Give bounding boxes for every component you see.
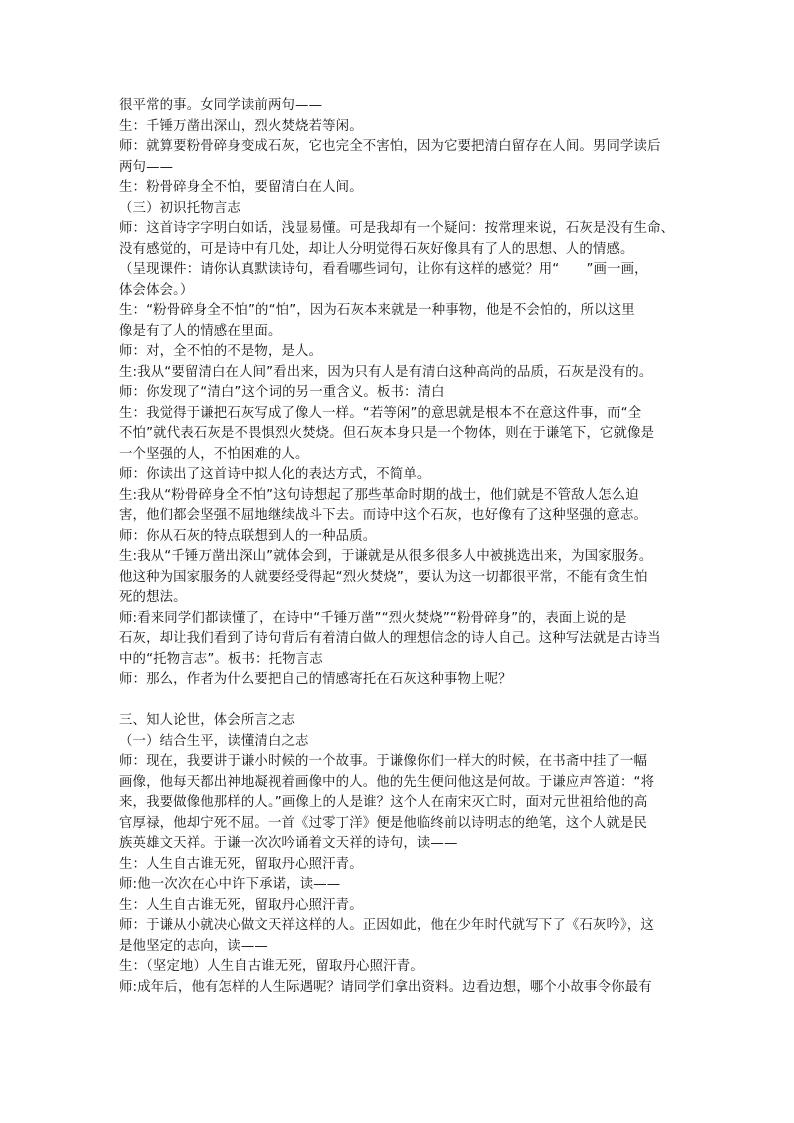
- text-line: 师：这首诗字字明白如话，浅显易懂。可是我却有一个疑问：按常理来说，石灰是没有生命、: [119, 221, 675, 236]
- text-line: 像是有了人的情感在里面。: [119, 323, 282, 339]
- text-line: 生：粉骨碎身全不怕，要留清白在人间。: [119, 180, 363, 195]
- text-line: 石灰，却让我们看到了诗句背后有着清白做人的理想信念的诗人自己。这种写法就是古诗当: [119, 631, 661, 646]
- text-line: 很平常的事。女同学读前两句——: [119, 98, 323, 113]
- text-line: 体会体会。）: [119, 282, 194, 298]
- text-line: 师：于谦从小就决心做文天祥这样的人。正因如此，他在少年时代就写下了《石灰吟》，这: [119, 918, 654, 933]
- text-line: 是他坚定的志向，读——: [119, 938, 268, 954]
- text-line: 官厚禄，他却宁死不屈。一首《过零丁洋》便是他临终前以诗明志的绝笔，这个人就是民: [119, 815, 648, 831]
- text-line: 生：我觉得于谦把石灰写成了像人一样。“若等闲”的意思就是根本不在意这件事，而“全: [119, 405, 642, 421]
- text-line: 生:我从“要留清白在人间”看出来，因为只有人是有清白这种高尚的品质，石灰是没有的。: [119, 364, 653, 380]
- text-line: 生：人生自古谁无死，留取丹心照汗青。: [119, 897, 363, 913]
- text-line: 害，他们都会坚强不屈地继续战斗下去。而诗中这个石灰，也好像有了这种坚强的意志。: [119, 508, 648, 523]
- text-line: 一个坚强的人，不怕困难的人。: [119, 446, 309, 462]
- text-line: 生：千锤万凿出深山，烈火焚烧若等闲。: [119, 118, 363, 134]
- text-line: 死的想法。: [119, 590, 187, 605]
- text-line: 生:我从“粉骨碎身全不怕”这句诗想起了那些革命时期的战士，他们就是不管敌人怎么迫: [119, 487, 639, 503]
- text-line: 画像，他每天都出神地凝视着画像中的人。他的先生便问他这是何故。于谦应声答道：“将: [119, 774, 655, 790]
- text-line: 师：对，全不怕的不是物，是人。: [119, 344, 323, 359]
- section-heading: 三、知人论世，体会所言之志: [119, 713, 296, 728]
- text-line: 师:他一次次在心中许下承诺，读——: [119, 877, 341, 892]
- document-body: [119, 96, 679, 998]
- text-line: 师：你从石灰的特点联想到人的一种品质。: [119, 528, 377, 544]
- text-line: 生:我从“千锤万凿出深山”就体会到，于谦就是从很多很多人中被挑选出来，为国家服务。: [119, 549, 653, 564]
- text-line: 师：就算要粉骨碎身变成石灰，它也完全不害怕，因为它要把清白留存在人间。男同学读后: [119, 139, 661, 154]
- text-line: 来，我要做像他那样的人。”画像上的人是谁？这个人在南宋灭亡时，面对元世祖给他的高: [119, 795, 648, 810]
- text-line: 生：（坚定地）人生自古谁无死，留取丹心照汗青。: [119, 959, 424, 974]
- text-line: 师：现在，我要讲于谦小时候的一个故事。于谦像你们一样大的时候，在书斋中挂了一幅: [119, 754, 648, 769]
- text-line: 师：那么，作者为什么要把自己的情感寄托在石灰这种事物上呢？: [119, 672, 512, 687]
- section-heading: （三）初识托物言志: [119, 200, 241, 216]
- text-line: 他这种为国家服务的人就要经受得起“烈火焚烧”，要认为这一切都很平常，不能有贪生怕: [119, 569, 648, 585]
- blank-line: [119, 691, 679, 712]
- text-line: 师:成年后，他有怎样的人生际遇呢？请同学们拿出资料。边看边想，哪个小故事令你最有: [119, 979, 652, 995]
- text-line: （呈现课件：请你认真默读诗句，看看哪些词句，让你有这样的感觉？用“ ”画一画，: [119, 262, 648, 277]
- text-line: 师：你发现了“清白”这个词的另一重含义。板书：清白: [119, 385, 445, 400]
- text-line: 师:看来同学们都读懂了，在诗中“千锤万凿”“烈火焚烧”“粉骨碎身”的，表面上说的是: [119, 610, 627, 626]
- text-line: 生：“粉骨碎身全不怕”的“怕”，因为石灰本来就是一种事物，他是不会怕的，所以这里: [119, 303, 635, 318]
- text-line: 没有感觉的，可是诗中有几处，却让人分明觉得石灰好像具有了人的思想、人的情感。: [119, 241, 634, 257]
- text-line: 族英雄文天祥。于谦一次次吟诵着文天祥的诗句，读——: [119, 836, 458, 851]
- subsection-heading: （一）结合生平，读懂清白之志: [119, 733, 309, 749]
- text-line: 师：你读出了这首诗中拟人化的表达方式，不简单。: [119, 467, 431, 482]
- text-line: 中的“托物言志”。板书：托物言志: [119, 651, 323, 667]
- text-line: 不怕”就代表石灰是不畏惧烈火焚烧。但石灰本身只是一个物体，则在于谦笔下，它就像是: [119, 426, 655, 441]
- text-line: 两句——: [119, 159, 174, 175]
- text-line: 生：人生自古谁无死，留取丹心照汗青。: [119, 856, 363, 872]
